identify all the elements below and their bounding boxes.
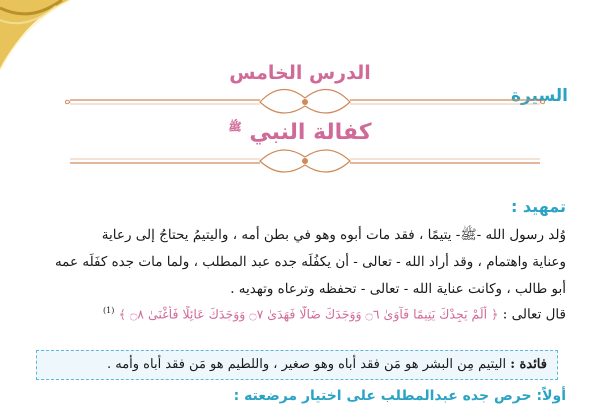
intro-line: وعناية واهتمام ، وقد أراد الله - تعالى - أن يكفُلَه جده عبد المطلب ، ولما مات جده كفَلَه عمه (54, 254, 566, 270)
intro-line: وُلد رسول الله -ﷺ- يتيمًا ، فقد مات أبوه وهو في بطن أمه ، واليتيمُ يحتاجُ إلى رعاية (101, 227, 566, 243)
quran-verse: ﴿ أَلَمْ يَجِدْكَ يَتِيمًا فَآوَىٰ ۝٦ وَوَجَدَكَ ضَالًّا فَهَدَىٰ ۝٧ وَوَجَدَكَ عَائِلًا فَأَغْنَىٰ ۝٨ ﴾ (118, 306, 499, 322)
intro-paragraph (46, 222, 566, 303)
benefit-box (36, 350, 558, 380)
benefit-text: اليتيم مِن البشر هو مَن فقد أباه وهو صغير ، واللطيم هو مَن فقد أباه وأمه . (106, 357, 507, 372)
lesson-title (0, 120, 600, 145)
intro-heading: تمهيد : (510, 197, 566, 216)
intro-line: أبو طالب ، وكانت عناية الله - تعالى - تحفظه وترعاه وتهديه . (230, 281, 566, 297)
benefit-label: فائدة : (510, 357, 547, 372)
ornament-divider-bottom (60, 145, 550, 185)
section-label: السيرة (510, 86, 568, 106)
next-section-heading: أولاً: حرص جده عبدالمطلب على اختيار مرضعته : (233, 388, 566, 404)
lesson-title-text: كفالة النبي (249, 120, 372, 145)
ornament-divider-top (60, 80, 550, 120)
verse-intro: قال تعالى : (502, 306, 566, 323)
lesson-number: الدرس الخامس (229, 62, 371, 84)
honorific-mark: ﷺ (228, 120, 242, 134)
footnote-ref: (1) (102, 306, 115, 315)
quran-verse-line (46, 306, 566, 323)
